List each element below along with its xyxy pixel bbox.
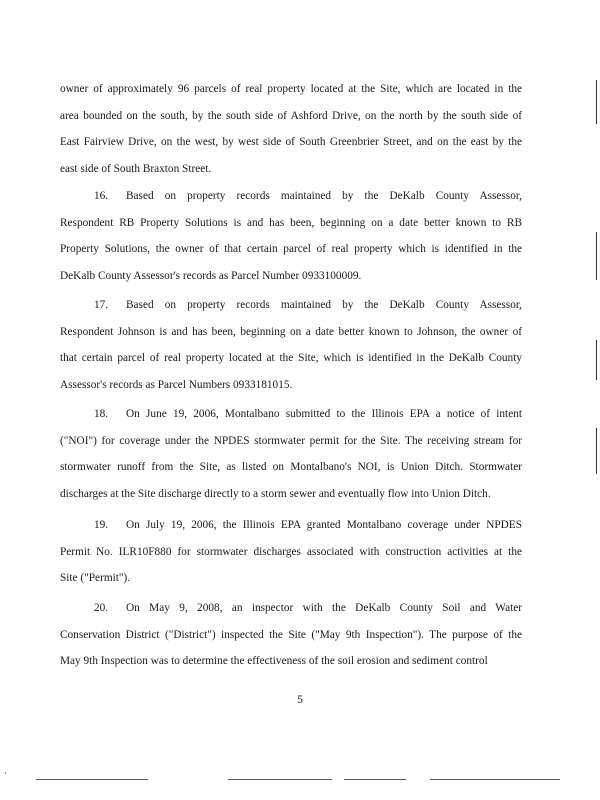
text-line: DeKalb County Assessor's records as Parcel Number 0933100009.: [60, 269, 362, 282]
text-line: discharges at the Site discharge directly to a storm sewer and eventually flow into Union Ditch.: [60, 487, 491, 500]
text-line: stormwater runoff from the Site, as listed on Montalbano's NOI, is Union Ditch. Stormwater: [60, 461, 522, 473]
scan-margin-mark: [596, 428, 597, 474]
paragraph-number: 19.: [94, 519, 109, 531]
paragraph-number: 17.: [94, 299, 109, 311]
text-line: Conservation District ("District") inspected the Site ("May 9th Inspection"). The purpose of the: [60, 628, 522, 641]
text-line: Site ("Permit").: [60, 572, 131, 584]
paragraph-16: [60, 183, 522, 289]
text-line: Assessor's records as Parcel Numbers 0933181015.: [60, 378, 293, 391]
paragraph-number: 20.: [94, 602, 109, 614]
scan-bottom-rule: [430, 779, 560, 780]
paragraph-18: [60, 401, 522, 507]
continuation-paragraph: [60, 76, 522, 182]
text-line: Respondent RB Property Solutions is and has been, beginning on a date better known to RB: [60, 216, 522, 229]
text-line: Permit No. ILR10F880 for stormwater discharges associated with construction activities at the: [60, 545, 522, 558]
text-line: East Fairview Drive, on the west, by west side of South Greenbrier Street, and on the east by the: [60, 136, 522, 148]
paragraph-17: [60, 292, 522, 398]
scan-bottom-rule: [36, 779, 148, 780]
paragraph-20: [60, 595, 522, 675]
scan-margin-mark: [596, 340, 597, 380]
text-line: Based on property records maintained by the DeKalb County Assessor,: [126, 190, 522, 202]
scan-bottom-rule: [228, 779, 332, 780]
text-line: On June 19, 2006, Montalbano submitted to the Illinois EPA a notice of intent: [126, 408, 522, 420]
page-number: 5: [297, 694, 303, 706]
text-line: area bounded on the south, by the south side of Ashford Drive, on the north by the south side of: [60, 109, 522, 122]
paragraph-number: 18.: [94, 408, 109, 420]
text-line: ("NOI") for coverage under the NPDES stormwater permit for the Site. The receiving stream for: [60, 434, 522, 447]
text-line: owner of approximately 96 parcels of real property located at the Site, which are located in the: [60, 83, 522, 95]
text-line: Property Solutions, the owner of that certain parcel of real property which is identified in the: [60, 243, 522, 255]
scan-bottom-rule: [344, 779, 406, 780]
text-line: Respondent Johnson is and has been, beginning on a date better known to Johnson, the owner of: [60, 325, 522, 338]
text-line: Based on property records maintained by the DeKalb County Assessor,: [126, 299, 522, 311]
paragraph-19: [60, 512, 522, 592]
text-line: On May 9, 2008, an inspector with the DeKalb County Soil and Water: [126, 602, 522, 614]
paragraph-number: 16.: [94, 190, 109, 202]
scan-margin-mark: [596, 80, 597, 124]
scan-corner-mark: ·: [4, 768, 7, 778]
text-line: May 9th Inspection was to determine the effectiveness of the soil erosion and sediment control: [60, 655, 488, 667]
text-line: On July 19, 2006, the Illinois EPA granted Montalbano coverage under NPDES: [126, 519, 522, 531]
text-line: east side of South Braxton Street.: [60, 162, 212, 175]
scan-margin-mark: [596, 232, 597, 280]
text-line: that certain parcel of real property located at the Site, which is identified in the DeKalb County: [60, 352, 522, 364]
